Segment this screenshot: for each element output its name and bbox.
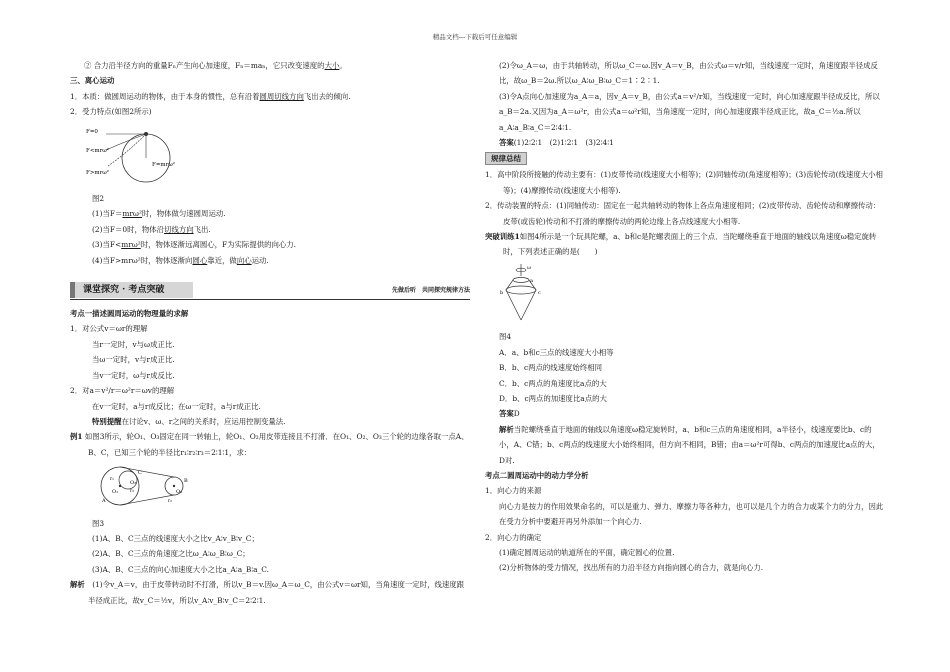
text-line: (2)当F＝0时，物体沿切线方向飞出.	[92, 224, 211, 234]
text-line: 2．受力特点(如图2所示)	[70, 107, 152, 117]
svg-text:r₂: r₂	[168, 499, 172, 505]
option-c: C．b、c两点的角速度比a点的大	[499, 378, 607, 388]
banner-subtitle: 先做后听 共同探究规律方法	[391, 286, 470, 294]
fig2-label: F<mrω²	[86, 147, 109, 154]
question-line: (2)A、B、C三点的角速度之比ω_A∶ω_B∶ω_C；	[92, 549, 250, 559]
answer-line: 答案(1)2∶2∶1 (2)1∶2∶1 (3)2∶4∶1	[499, 138, 614, 148]
figure-2-diagram	[84, 122, 194, 184]
svg-text:O₃: O₃	[130, 480, 137, 487]
answer-line: 答案D	[499, 409, 520, 419]
option-b: B．b、c两点的线速度始终相同	[499, 363, 602, 373]
text-line: 当r一定时，v与ω成正比.	[92, 339, 175, 349]
question-line: (1)A、B、C三点的线速度大小之比v_A∶v_B∶v_C；	[92, 533, 259, 543]
topic-heading: 考点一描述圆周运动的物理量的求解	[70, 309, 189, 319]
example-text: 例1 如图3所示，轮O₁、O₃固定在同一转轴上，轮O₁、O₂用皮带连接且不打滑．在O₁、O₂、O₃三个轮的边缘各取一点A、B、C，已知三个轮的半径比r₁∶r₂∶r₃＝2∶1∶1，求：	[70, 432, 469, 457]
svg-text:c: c	[538, 289, 541, 296]
solution-text: 解析当陀螺绕垂直于地面的轴线以角速度ω稳定旋转时，a、b和c三点的角速度相同，a半径小，线速度要比b、c的小，A、C错；b、c两点的线速度大小始终相同，但方向不相同，B错；由a＝ω²r可得b、c两点的加速度比a点的大，D对.	[499, 424, 880, 465]
figure-3	[70, 462, 470, 513]
text-line: ② 合力沿半径方向的重量Fₙ产生向心加速度，Fₙ＝maₙ，它只改变速度的大小。	[84, 61, 347, 70]
svg-text:b: b	[500, 289, 504, 296]
text-line: 当v一定时，ω与r成反比.	[92, 370, 175, 380]
topic-heading: 考点二圆周运动中的动力学分析	[485, 470, 589, 480]
banner-title: 课堂探究 · 考点突破	[70, 282, 193, 298]
right-column	[485, 58, 885, 576]
figure-2	[70, 122, 470, 189]
fig2-label: F=mrω²	[152, 161, 175, 168]
summary-text: 1．高中阶段所接触的传动主要有：(1)皮带传动(线速度大小相等)；(2)同轴传动(角速度相等)；(3)齿轮传动(线速度大小相等)；(4)摩擦传动(线速度大小相等).	[485, 170, 883, 195]
svg-text:a: a	[530, 277, 533, 284]
svg-text:C: C	[138, 470, 142, 477]
svg-text:r₁: r₁	[110, 477, 114, 483]
text-line: (4)当F>mrω²时，物体逐渐向圆心靠近，做向心运动.	[92, 255, 269, 265]
fig2-label: F=0	[86, 128, 98, 135]
svg-text:r₃: r₃	[130, 489, 134, 495]
figure-caption: 图3	[92, 518, 105, 528]
svg-text:O₁: O₁	[112, 489, 119, 496]
figure-3-diagram	[92, 462, 202, 508]
page-header: 精品文档---下载后可任意编辑	[432, 33, 518, 41]
text-line: 当ω一定时，v与r成正比.	[92, 355, 175, 365]
solution-text: 解析 (1)令v_A＝v，由于皮带转动时不打滑，所以v_B＝v.因ω_A＝ω_C，由公式v＝ωr知，当角速度一定时，线速度跟半径成正比，故v_C＝½v，所以v_A∶v_B∶v_C＝2∶2∶1.	[70, 580, 465, 605]
svg-text:O₂: O₂	[176, 489, 183, 496]
text-line: 1．对公式v＝ωr的理解	[70, 324, 148, 334]
summary-text: 2．传动装置的特点：(1)同轴传动：固定在一起共轴转动的物体上各点角速度相同；(2)皮带传动、齿轮传动和摩擦传动：皮带(或齿轮)传动和不打滑的摩擦传动的两轮边缘上各点线速度大小相等.	[485, 201, 881, 226]
text-line: 1．向心力的来源	[485, 486, 542, 496]
figure-caption: 图4	[499, 332, 512, 342]
text-line: 在v一定时，a与r成反比；在ω一定时，a与r成正比.	[92, 401, 261, 411]
rule-summary-tag: 规律总结	[485, 152, 527, 165]
text-line: 2．对a＝v²/r＝ω²r＝ωv的理解	[70, 386, 175, 396]
svg-text:ω: ω	[527, 264, 532, 271]
figure-4-diagram	[499, 262, 549, 322]
figure-4	[485, 262, 885, 327]
svg-text:A: A	[102, 498, 106, 505]
text-line: (1)当F＝mrω²时，物体做匀速圆周运动.	[92, 209, 226, 219]
text-line: 1．本质：做圆周运动的物体，由于本身的惯性，总有沿着圆周切线方向飞出去的倾向.	[70, 91, 351, 101]
text-line: 向心力是按力的作用效果命名的，可以是重力、弹力、摩擦力等各种力，也可以是几个力的合力或某个力的分力，因此在受力分析中要避开再另外添加一个向心力.	[499, 501, 884, 527]
text-line: 2．向心力的确定	[485, 532, 542, 542]
svg-text:B: B	[184, 478, 188, 485]
fig2-label: F>mrω²	[86, 169, 109, 176]
text-line: (3)当F<mrω²时，物体逐渐远离圆心，F为实际提供的向心力.	[92, 240, 297, 250]
text-line: (1)确定圆周运动的轨道所在的平面，确定圆心的位置.	[499, 547, 675, 557]
training-text: 突破训练1如图4所示是一个玩具陀螺，a、b和c是陀螺表面上的三个点．当陀螺绕垂直于地面的轴线以角速度ω稳定旋转时，下列表述正确的是( )	[485, 232, 877, 257]
option-d: D．b、c两点的加速度比a点的大	[499, 393, 607, 403]
tip-line: 特别提醒在讨论v、ω、r之间的关系时，应运用控制变量法.	[92, 416, 286, 426]
solution-text: (3)令A点向心加速度为a_A＝a，因v_A＝v_B，由公式a＝v²/r知，当线速度一定时，向心加速度跟半径成反比，所以a_B＝2a.又因为a_A＝ω²r，由公式a＝ω²r知，当角速度一定时，向心加速度跟半径成正比，故a_C＝½a.所以a_A∶a_B∶a_C＝2∶4∶1.	[499, 91, 880, 132]
text-line: (2)分析物体的受力情况，找出所有的力沿半径方向指向圆心的合力，就是向心力.	[499, 563, 764, 573]
section-banner	[70, 282, 470, 300]
section-heading: 三、离心运动	[70, 76, 115, 86]
option-a: A．a、b和c三点的线速度大小相等	[499, 347, 614, 357]
solution-text: (2)令ω_A＝ω，由于共轴转动，所以ω_C＝ω.因v_A＝v_B，由公式ω＝v/r知，当线速度一定时，角速度跟半径成反比，故ω_B＝2ω.所以ω_A∶ω_B∶ω_C＝1∶2∶1.	[499, 61, 878, 86]
figure-caption: 图2	[92, 194, 105, 204]
left-column	[70, 58, 470, 608]
question-line: (3)A、B、C三点的向心加速度大小之比a_A∶a_B∶a_C.	[92, 564, 270, 574]
